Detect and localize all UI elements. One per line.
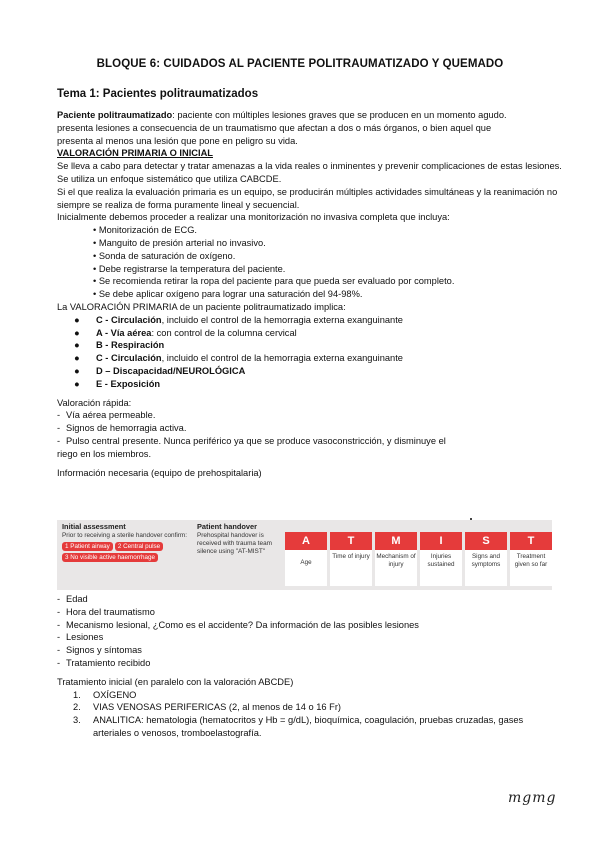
treatment-item: 3. ANALITICA: hematologia (hematocritos y Hb = g/dL), bioquímica, coagulación, pruebas cruzadas, gases arteriales o venosos, tromboelastografía.: [73, 715, 524, 738]
patient-handover: [197, 523, 282, 556]
info-item: - Lesiones: [57, 632, 104, 643]
initial-assessment-text: Prior to receiving a sterile handover confirm:: [62, 532, 188, 539]
atmist-letters: [285, 532, 551, 586]
pill-pulse: 2 Central pulse: [115, 542, 163, 551]
treatment-item: 2. VIAS VENOSAS PERIFERICAS (2, al menos de 14 o 16 Fr): [73, 702, 342, 713]
definition-text: : paciente con múltiples lesiones graves que se producen en un momento agudo.: [172, 110, 507, 120]
rapid-item: - Signos de hemorragia activa.: [57, 423, 187, 434]
abcde-item: ● C - Circulación, incluido el control de la hemorragia externa exanguinante: [74, 353, 403, 364]
abcde-item: ● D – Discapacidad/NEUROLÓGICA: [74, 365, 246, 376]
rapid-title: Valoración rápida:: [57, 397, 132, 408]
pill-haemorrhage: 3 No visible active haemorrhage: [62, 553, 158, 562]
monitor-item: • Se debe aplicar oxígeno para lograr una saturación del 94-98%.: [93, 289, 363, 300]
initial-assessment-title: Initial assessment: [62, 522, 126, 531]
atmist-cell-mechanism: M Mechanism of injury: [375, 532, 417, 586]
abcde-item: ● C - Circulación, incluido el control de la hemorragia externa exanguinante: [74, 314, 403, 325]
rapid-item: - Pulso central presente. Nunca periférico ya que se produce vasoconstricción, y disminuye el: [57, 435, 446, 446]
abcde-item: ● B - Respiración: [74, 340, 165, 351]
paragraph-approach: Se utiliza un enfoque sistemático que utiliza CABCDE.: [57, 173, 282, 184]
info-item: - Hora del traumatismo: [57, 606, 155, 617]
info-item: - Tratamiento recibido: [57, 657, 151, 668]
atmist-cell-time: T Time of injury: [330, 532, 372, 586]
atmist-cell-signs: S Signs and symptoms: [465, 532, 507, 586]
document-body-lower: [57, 593, 562, 740]
info-item: - Signos y síntomas: [57, 645, 142, 656]
paragraph-purpose: Se lleva a cabo para detectar y tratar amenazas a la vida reales o inminentes y prevenir complicaciones de estas lesiones.: [57, 161, 562, 172]
info-item: - Edad: [57, 594, 88, 604]
paragraph-primary: La VALORACIÓN PRIMARIA de un paciente politraumatizado implica:: [57, 301, 346, 312]
definition-line-2: presenta lesiones a consecuencia de un traumatismo que afectan a dos o más órganos, o bien aquel que: [57, 122, 492, 133]
pill-airway: 1 Patient airway: [62, 542, 113, 551]
document-body: [57, 109, 562, 479]
paragraph-monitoring: Inicialmente debemos proceder a realizar una monitorización no invasiva completa que incluya:: [57, 212, 450, 223]
patient-handover-title: Patient handover: [197, 522, 257, 531]
definition-line-3: presenta al menos una lesión que pone en peligro su vida.: [57, 135, 298, 146]
author-signature: mgmg: [508, 790, 557, 806]
patient-handover-text: Prehospital handover is received with trauma team silence using "AT-MIST": [197, 532, 272, 555]
abcde-item: ● E - Exposición: [74, 378, 161, 389]
monitor-item: • Debe registrarse la temperatura del paciente.: [93, 263, 286, 274]
atmist-cell-age: A Age: [285, 532, 327, 586]
treatment-title: Tratamiento inicial (en paralelo con la valoración ABCDE): [57, 676, 294, 687]
definition: [57, 109, 562, 122]
atmist-figure: [57, 520, 552, 590]
monitor-item: • Monitorización de ECG.: [93, 225, 198, 236]
rapid-continuation: riego en los miembros.: [57, 448, 152, 459]
info-item: - Mecanismo lesional, ¿Como es el accidente? Da información de las posibles lesiones: [57, 619, 419, 630]
info-title: Información necesaria (equipo de prehospitalaria): [57, 467, 262, 478]
paragraph-team: Si el que realiza la evaluación primaria es un equipo, se producirán múltiples actividades simultáneas y la reanimación no siempre se realiza de forma puramente lineal y secuencial.: [57, 186, 558, 210]
topic-title: Tema 1: Pacientes politraumatizados: [57, 88, 259, 100]
monitor-item: • Sonda de saturación de oxígeno.: [93, 250, 236, 261]
definition-term: Paciente politraumatizado: [57, 110, 173, 120]
monitor-item: • Manguito de presión arterial no invasivo.: [93, 237, 266, 248]
section-title: VALORACIÓN PRIMARIA O INICIAL: [57, 148, 213, 159]
abcde-item: ● A - Vía aérea: con control de la columna cervical: [74, 327, 297, 338]
rapid-item: - Vía aérea permeable.: [57, 410, 156, 421]
atmist-cell-injuries: I Injuries sustained: [420, 532, 462, 586]
treatment-item: 1. OXÍGENO: [73, 689, 137, 700]
initial-assessment: [62, 523, 190, 562]
block-title: BLOQUE 6: CUIDADOS AL PACIENTE POLITRAUMATIZADO Y QUEMADO: [96, 58, 504, 70]
monitor-item: • Se recomienda retirar la ropa del paciente para que pueda ser evaluado por completo.: [93, 276, 455, 287]
atmist-cell-treatment: T Treatment given so far: [510, 532, 552, 586]
